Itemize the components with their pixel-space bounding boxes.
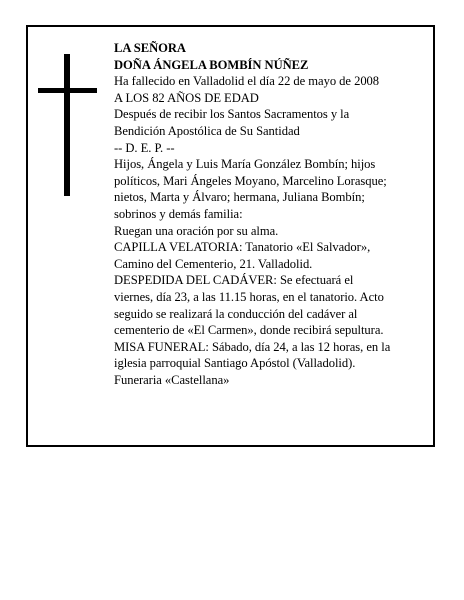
text-line: CAPILLA VELATORIA: Tanatorio «El Salvador», [114,240,371,255]
text-line: -- D. E. P. -- [114,140,175,155]
text-line: MISA FUNERAL: Sábado, día 24, a las 12 horas, en la [114,339,391,354]
heading-title: LA SEÑORA [114,41,186,55]
text-line: seguido se realizará la conducción del cadáver al [114,306,358,321]
text-line: Después de recibir los Santos Sacramentos y la [114,107,350,122]
latin-cross-icon [38,54,97,196]
text-line: sobrinos y demás familia: [114,206,243,221]
cross-horizontal-bar [38,88,97,93]
deceased-name: DOÑA ÁNGELA BOMBÍN NÚÑEZ [114,57,309,72]
text-line: cementerio de «El Carmen», donde recibirá sepultura. [114,323,384,338]
text-line: políticos, Mari Ángeles Moyano, Marcelino Lorasque; [114,173,387,188]
text-line: viernes, día 23, a las 11.15 horas, en el tanatorio. Acto [114,289,384,304]
text-line: A LOS 82 AÑOS DE EDAD [114,90,259,105]
text-line: iglesia parroquial Santiago Apóstol (Valladolid). [114,356,356,371]
text-line: Ha fallecido en Valladolid el día 22 de mayo de 2008 [114,74,380,89]
cross-vertical-bar [64,54,70,196]
text-line: nietos, Marta y Álvaro; hermana, Juliana Bombín; [114,190,365,205]
text-line: DESPEDIDA DEL CADÁVER: Se efectuará el [114,273,354,288]
text-line: Bendición Apostólica de Su Santidad [114,123,300,138]
text-line: Camino del Cementerio, 21. Valladolid. [114,256,313,271]
text-line: Funeraria «Castellana» [114,372,230,387]
text-line: Hijos, Ángela y Luis María González Bombín; hijos [114,157,376,172]
text-line: Ruegan una oración por su alma. [114,223,279,238]
obituary-text [114,40,424,388]
